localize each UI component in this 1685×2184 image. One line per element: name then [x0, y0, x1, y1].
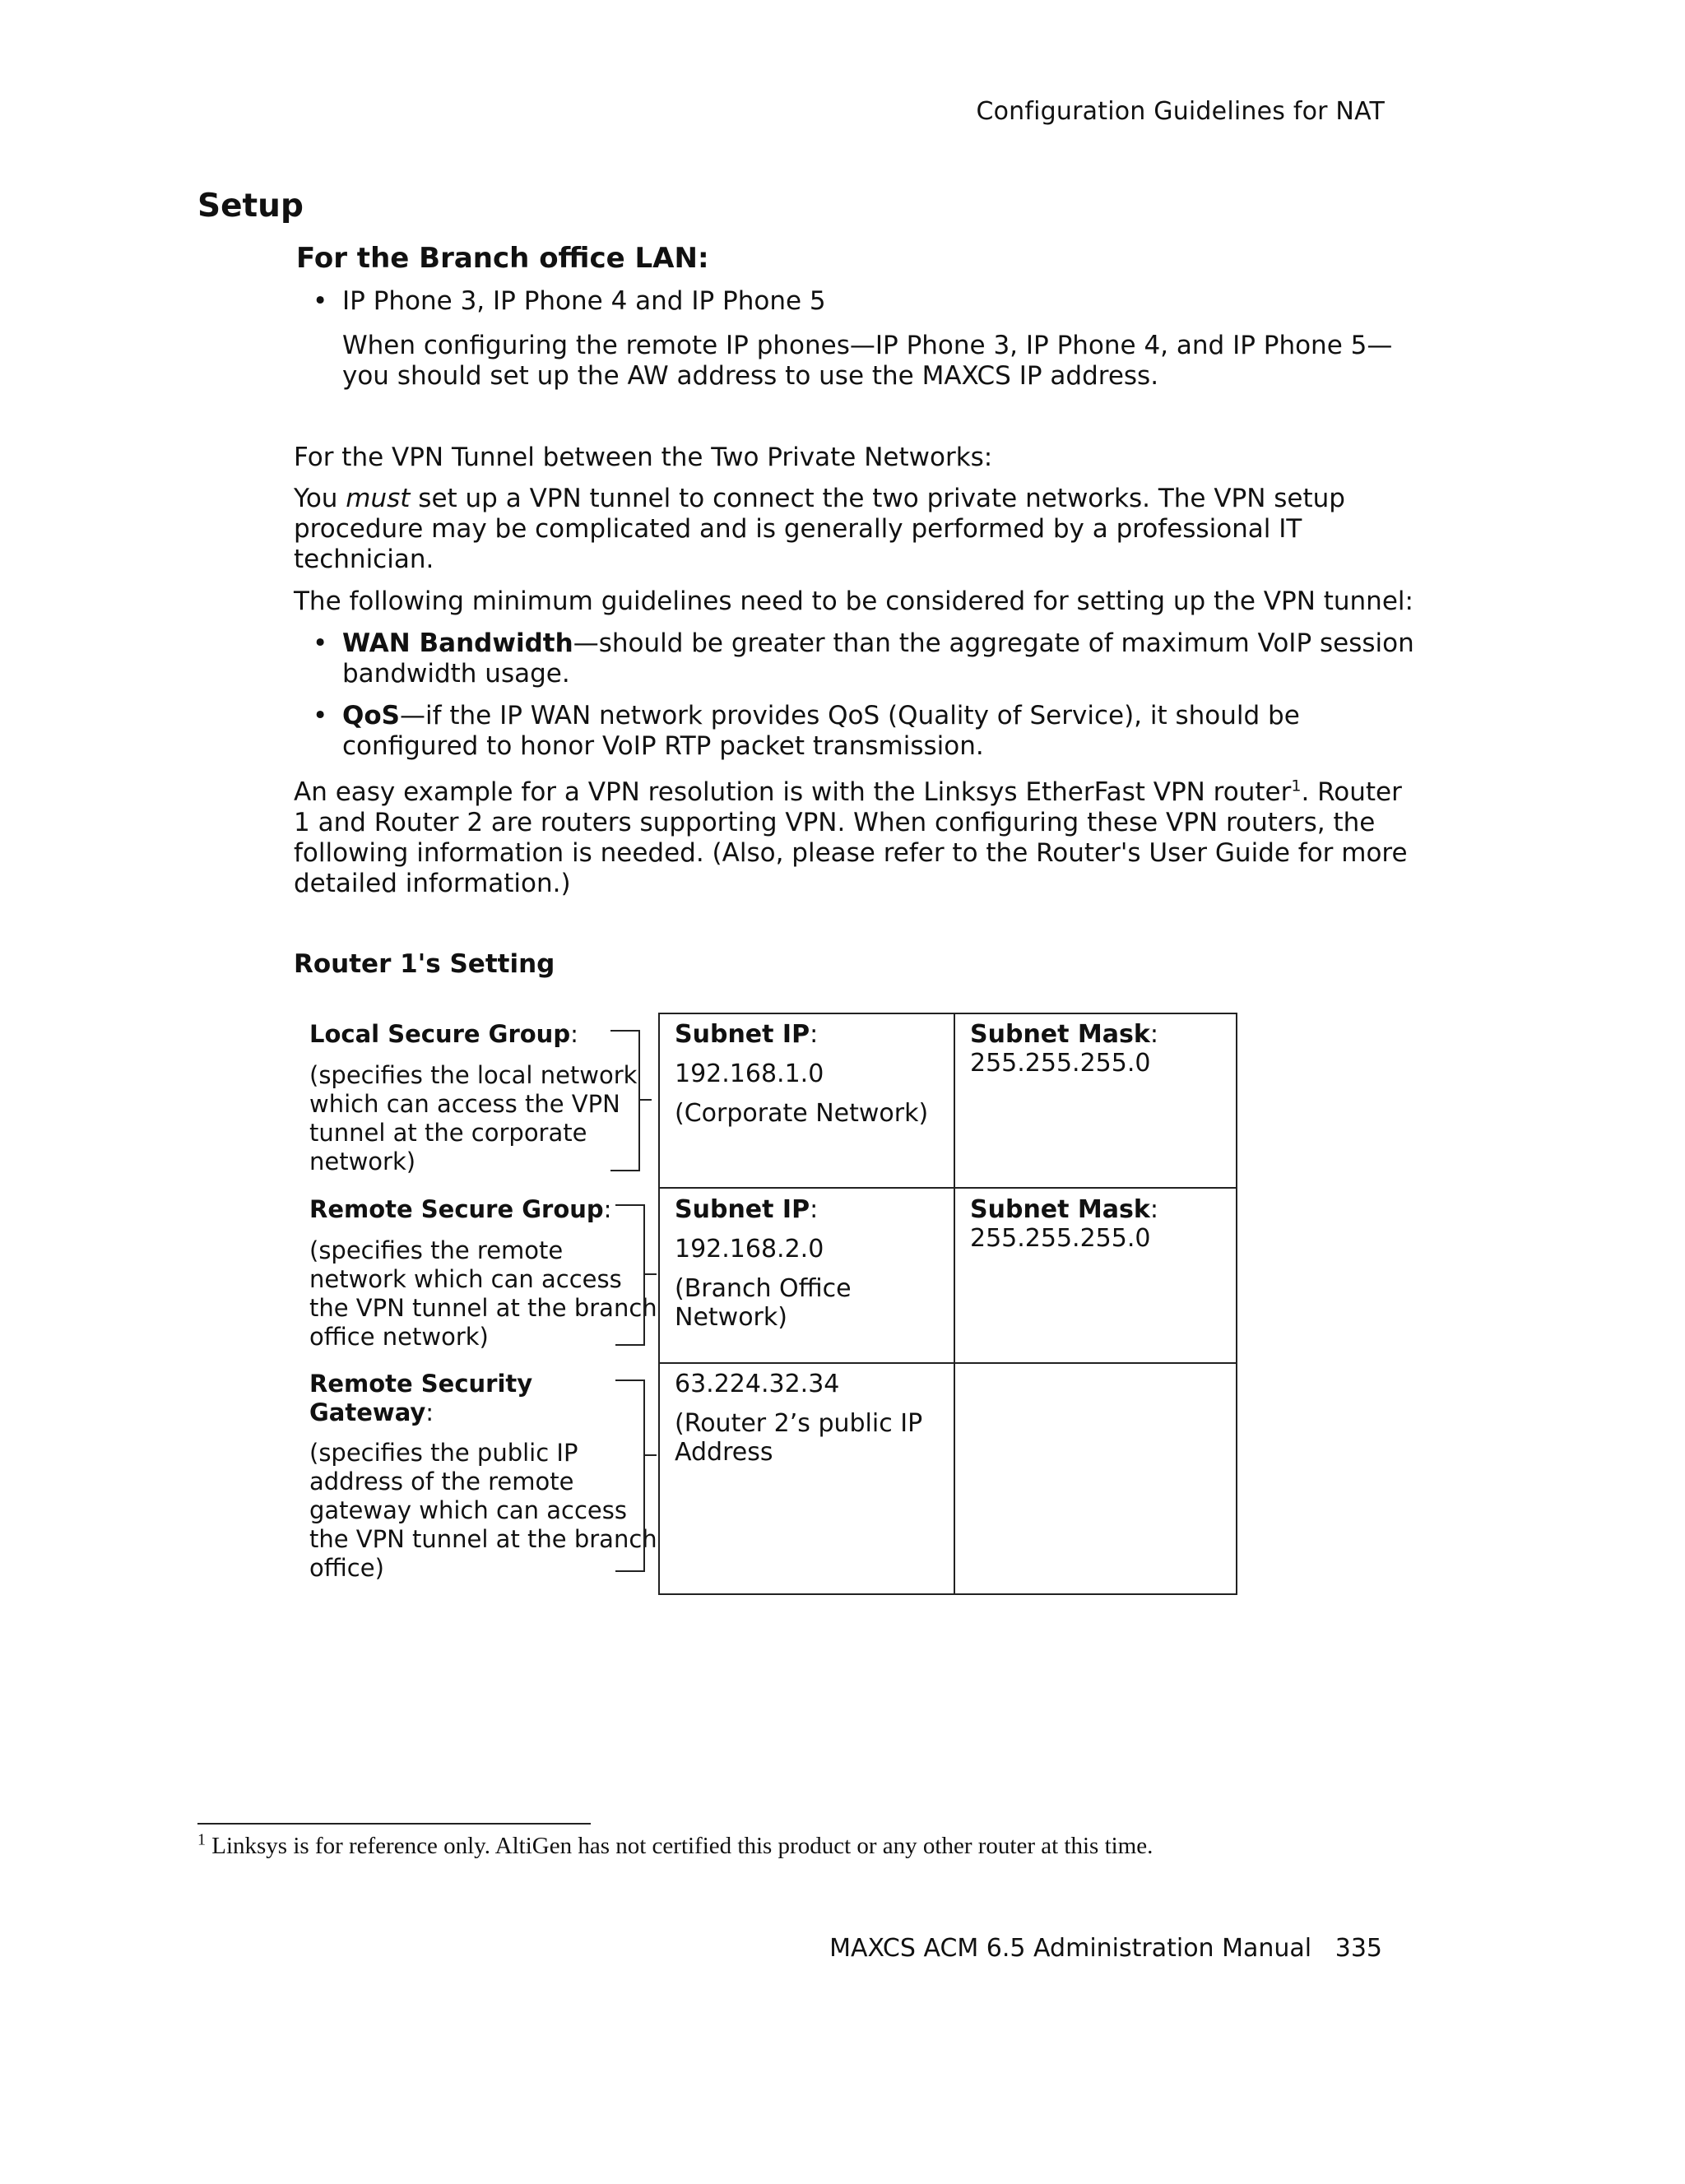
label-title: Remote Security — [309, 1370, 533, 1398]
bullet-marker: • — [313, 701, 328, 730]
desc-line: office) — [309, 1554, 384, 1582]
footnote-rule — [197, 1823, 591, 1825]
desc-line: the VPN tunnel at the branch — [309, 1294, 657, 1322]
vpn-heading: For the VPN Tunnel between the Two Private Networks: — [294, 443, 993, 472]
label-title: Local Secure Group — [309, 1020, 571, 1048]
footnote — [197, 1830, 1154, 1860]
desc-line: (specifies the local network — [309, 1061, 638, 1089]
label-title: Subnet IP — [675, 1195, 810, 1224]
subnet-mask-cell — [970, 1020, 1158, 1078]
table-border — [1236, 1013, 1237, 1595]
bracket-connector — [610, 1030, 640, 1171]
bracket-tick — [645, 1273, 657, 1275]
text-run: You — [294, 484, 346, 513]
local-secure-group-desc — [309, 1061, 637, 1176]
text-run: set up a VPN tunnel to connect the two private networks. The VPN setup — [410, 484, 1345, 513]
table-row-divider — [658, 1187, 1237, 1189]
wan-bandwidth-title: WAN Bandwidth — [342, 628, 573, 658]
qos-title: QoS — [342, 701, 400, 730]
subnet-ip-cell — [675, 1195, 852, 1332]
subnet-mask-label: Subnet Mask: — [970, 1195, 1158, 1224]
bracket-connector — [615, 1379, 645, 1572]
text-run: —if the IP WAN network provides QoS (Quality of Service), it should be — [399, 701, 1300, 730]
desc-line: address of the remote — [309, 1468, 574, 1495]
vpn-p3-line: detailed information.) — [294, 869, 571, 898]
remote-secure-group-label: Remote Secure Group: — [309, 1195, 612, 1223]
bracket-connector — [615, 1204, 645, 1346]
desc-line: network which can access — [309, 1265, 622, 1293]
branch-bullet: IP Phone 3, IP Phone 4 and IP Phone 5 — [342, 286, 826, 316]
local-secure-group-label: Local Secure Group: — [309, 1020, 578, 1048]
emphasis: must — [346, 484, 411, 513]
wan-line — [342, 628, 1414, 659]
qos-line — [342, 701, 1300, 731]
branch-description — [342, 331, 1392, 392]
label-title: Remote Secure Group — [309, 1195, 604, 1223]
table-border — [658, 1013, 660, 1595]
subnet-mask-value: 255.255.255.0 — [970, 1224, 1151, 1253]
table-column-divider — [954, 1013, 955, 1595]
desc-line: network) — [309, 1148, 416, 1175]
wan-bandwidth-item — [342, 628, 1414, 689]
subnet-mask-cell — [970, 1195, 1158, 1253]
footnote-ref[interactable]: 1 — [1291, 777, 1302, 795]
bullet-marker: • — [313, 628, 328, 658]
vpn-p3-line: following information is needed. (Also, please refer to the Router's User Guide for more — [294, 838, 1408, 868]
remote-security-gateway-label: Remote Security Gateway: — [309, 1370, 533, 1426]
qos-item — [342, 701, 1300, 762]
table-border — [658, 1013, 1237, 1014]
vpn-p3-line — [294, 777, 1408, 808]
desc-line: which can access the VPN — [309, 1090, 620, 1118]
subnet-ip-label: Subnet IP: — [675, 1195, 819, 1224]
text-run: —should be greater than the aggregate of maximum VoIP session — [573, 628, 1414, 658]
subnet-ip-value: 192.168.1.0 — [675, 1060, 824, 1088]
bracket-tick — [640, 1099, 652, 1101]
subnet-mask-value: 255.255.255.0 — [970, 1049, 1151, 1078]
bullet-marker: • — [313, 286, 328, 316]
label-title: Subnet IP — [675, 1020, 810, 1049]
gateway-ip-note: Address — [675, 1438, 773, 1467]
gateway-ip-cell — [675, 1370, 922, 1467]
subnet-ip-cell — [675, 1020, 928, 1128]
branch-desc-line: you should set up the AW address to use the MAXCS IP address. — [342, 361, 1159, 391]
table-row-divider — [658, 1362, 1237, 1364]
text-run: . Router — [1301, 777, 1402, 807]
vpn-paragraph-2: The following minimum guidelines need to be considered for setting up the VPN tunnel: — [294, 587, 1413, 616]
subnet-ip-note: Network) — [675, 1303, 787, 1332]
subnet-ip-note: (Corporate Network) — [675, 1099, 929, 1128]
branch-heading: For the Branch office LAN: — [296, 242, 709, 275]
page-number: 335 — [1335, 1934, 1382, 1963]
vpn-p1-line: procedure may be complicated and is generally performed by a professional IT — [294, 514, 1302, 544]
qos-line: configured to honor VoIP RTP packet transmission. — [342, 731, 984, 761]
bracket-tick — [645, 1454, 657, 1456]
gateway-ip-value: 63.224.32.34 — [675, 1370, 840, 1398]
wan-line: bandwidth usage. — [342, 659, 570, 689]
section-title: Setup — [197, 188, 304, 225]
manual-title: MAXCS ACM 6.5 Administration Manual — [829, 1934, 1312, 1963]
label-title: Subnet Mask — [970, 1020, 1150, 1049]
desc-line: office network) — [309, 1323, 489, 1351]
text-run: An easy example for a VPN resolution is with the Linksys EtherFast VPN router — [294, 777, 1292, 807]
page-footer — [829, 1934, 1382, 1963]
table-border — [658, 1593, 1237, 1595]
gateway-ip-note: (Router 2’s public IP — [675, 1409, 923, 1438]
subnet-ip-value: 192.168.2.0 — [675, 1235, 824, 1264]
vpn-p3-line: 1 and Router 2 are routers supporting VPN. When configuring these VPN routers, the — [294, 808, 1376, 837]
branch-desc-line: When configuring the remote IP phones—IP Phone 3, IP Phone 4, and IP Phone 5— — [342, 331, 1393, 360]
remote-secure-group-desc — [309, 1236, 657, 1352]
remote-security-gateway-desc — [309, 1439, 657, 1583]
subnet-ip-note: (Branch Office — [675, 1274, 852, 1303]
desc-line: (specifies the public IP — [309, 1439, 578, 1467]
vpn-p1-line — [294, 484, 1345, 514]
footnote-text: Linksys is for reference only. AltiGen has not certified this product or any other router at this time. — [211, 1833, 1154, 1859]
desc-line: (specifies the remote — [309, 1236, 564, 1264]
desc-line: tunnel at the corporate — [309, 1119, 587, 1147]
vpn-paragraph-3 — [294, 777, 1408, 899]
desc-line: the VPN tunnel at the branch — [309, 1525, 657, 1553]
footnote-number: 1 — [197, 1830, 206, 1849]
vpn-paragraph-1 — [294, 484, 1345, 575]
subnet-mask-label: Subnet Mask: — [970, 1020, 1158, 1049]
subnet-ip-label: Subnet IP: — [675, 1020, 819, 1049]
label-title: Subnet Mask — [970, 1195, 1150, 1224]
vpn-p1-line: technician. — [294, 545, 434, 574]
label-title: Gateway — [309, 1398, 426, 1426]
running-header: Configuration Guidelines for NAT — [976, 97, 1385, 126]
desc-line: gateway which can access — [309, 1496, 627, 1524]
router-heading: Router 1's Setting — [294, 949, 555, 979]
